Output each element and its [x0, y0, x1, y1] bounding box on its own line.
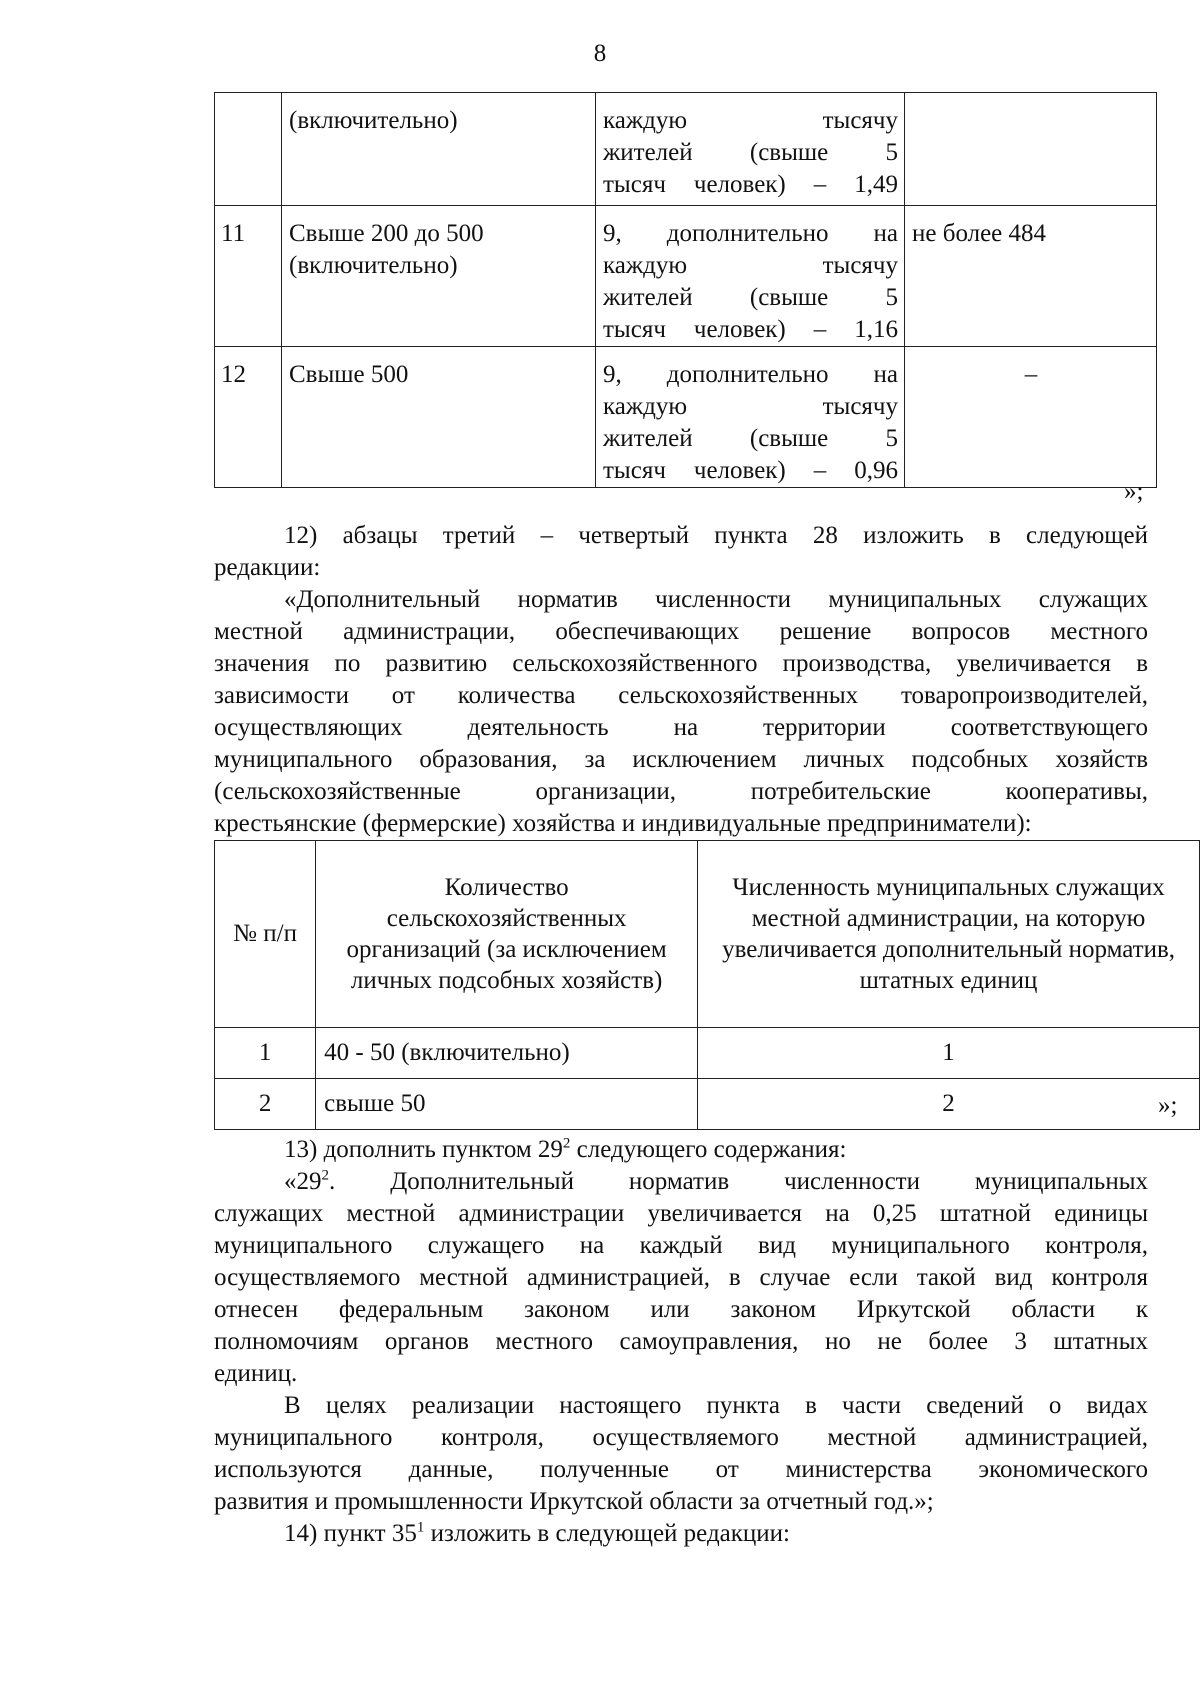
text-line: осуществляемого местной администрацией, в случае если такой вид контроля — [214, 1264, 1148, 1291]
org-count-range: свыше 50 — [316, 1079, 698, 1130]
text-line: развития и промышленности Иркутской области за отчетный год.»; — [214, 1488, 934, 1515]
population-range: (включительно) — [282, 93, 596, 206]
text-line: отнесен федеральным законом или законом Иркутской области к — [214, 1296, 1148, 1323]
text-line — [214, 1518, 1148, 1550]
text-line — [214, 1166, 1148, 1198]
limit-value: – — [905, 347, 1157, 488]
norm-line: 9, дополнительно на — [603, 220, 898, 247]
text-part: . Дополнительный норматив численности муниципальных — [329, 1168, 1148, 1195]
text-line: полномочиям органов местного самоуправления, но не более 3 штатных — [214, 1328, 1148, 1355]
text-part: следующего содержания: — [570, 1136, 847, 1163]
text-line: 12) абзацы третий – четвертый пункта 28 изложить в следующей — [284, 522, 1148, 549]
population-range: Свыше 500 — [282, 347, 596, 488]
row-number — [215, 93, 282, 206]
text-part: изложить в следующей редакции: — [424, 1520, 790, 1547]
superscript: 2 — [562, 1135, 571, 1152]
text-line: редакции: — [214, 554, 321, 581]
norm-line: жителей (свыше 5 — [603, 425, 898, 452]
table-row — [215, 93, 1157, 206]
norm-line: 9, дополнительно на — [603, 361, 898, 388]
text-line: используются данные, полученные от министерства экономического — [214, 1456, 1148, 1483]
text-part: «29 — [284, 1168, 322, 1195]
agri-staff-table — [214, 840, 1200, 1130]
text-line — [214, 1134, 1148, 1166]
header-count: Количество сельскохозяйственных организаций (за исключением личных подсобных хозяйств) — [316, 841, 698, 1028]
norm-line: каждую тысячу — [603, 252, 898, 279]
closing-quote: »; — [1124, 478, 1144, 505]
text-line: значения по развитию сельскохозяйственного производства, увеличивается в — [214, 650, 1148, 677]
norm-line: тысяч человек) – 0,96 — [603, 457, 898, 484]
paragraph-13 — [214, 1134, 1148, 1550]
closing-quote: »; — [1158, 1092, 1178, 1119]
staff-value: 1 — [698, 1028, 1200, 1079]
text-part: 13) дополнить пунктом 29 — [284, 1136, 563, 1163]
norms-table-continuation — [214, 92, 1157, 488]
text-line: «Дополнительный норматив численности муниципальных служащих — [284, 586, 1148, 613]
norm-text — [596, 93, 905, 206]
norm-line: жителей (свыше 5 — [603, 284, 898, 311]
text-line: муниципального служащего на каждый вид муниципального контроля, — [214, 1232, 1148, 1259]
superscript: 1 — [416, 1519, 425, 1536]
table-row — [215, 1028, 1200, 1079]
table-row — [215, 347, 1157, 488]
norm-text — [596, 347, 905, 488]
row-number: 11 — [215, 206, 282, 347]
norm-line: тысяч человек) – 1,49 — [603, 171, 898, 198]
text-line: местной администрации, обеспечивающих решение вопросов местного — [214, 618, 1148, 645]
text-line: служащих местной администрации увеличивается на 0,25 штатной единицы — [214, 1200, 1148, 1227]
population-range: Свыше 200 до 500 (включительно) — [282, 206, 596, 347]
header-staff: Численность муниципальных служащих местной администрации, на которую увеличивается дополнительный норматив, штатных единиц — [698, 841, 1200, 1028]
org-count-range: 40 - 50 (включительно) — [316, 1028, 698, 1079]
row-number: 2 — [215, 1079, 316, 1130]
text-line: зависимости от количества сельскохозяйственных товаропроизводителей, — [214, 682, 1148, 709]
superscript: 2 — [321, 1167, 329, 1184]
row-number: 12 — [215, 347, 282, 488]
norm-line: тысяч человек) – 1,16 — [603, 316, 898, 343]
limit-value — [905, 93, 1157, 206]
norm-line: каждую тысячу — [603, 107, 898, 134]
table-row — [215, 206, 1157, 347]
text-line: единиц. — [214, 1360, 298, 1387]
paragraph-12 — [214, 520, 1148, 840]
text-line: осуществляющих деятельность на территории соответствующего — [214, 714, 1148, 741]
page-number: 8 — [593, 40, 607, 67]
text-part: 14) пункт 35 — [284, 1520, 417, 1547]
norm-text — [596, 206, 905, 347]
table-header-row — [215, 841, 1200, 1028]
text-line: муниципального контроля, осуществляемого местной администрацией, — [214, 1424, 1148, 1451]
text-line: (сельскохозяйственные организации, потребительские кооперативы, — [214, 778, 1148, 805]
header-num: № п/п — [215, 841, 316, 1028]
row-number: 1 — [215, 1028, 316, 1079]
text-line: муниципального образования, за исключением личных подсобных хозяйств — [214, 746, 1148, 773]
limit-value: не более 484 — [905, 206, 1157, 347]
norm-line: жителей (свыше 5 — [603, 139, 898, 166]
text-line: В целях реализации настоящего пункта в части сведений о видах — [284, 1392, 1148, 1419]
staff-value: 2 — [698, 1079, 1200, 1130]
table-row — [215, 1079, 1200, 1130]
text-line: крестьянские (фермерские) хозяйства и индивидуальные предприниматели): — [214, 810, 1032, 837]
norm-line: каждую тысячу — [603, 393, 898, 420]
